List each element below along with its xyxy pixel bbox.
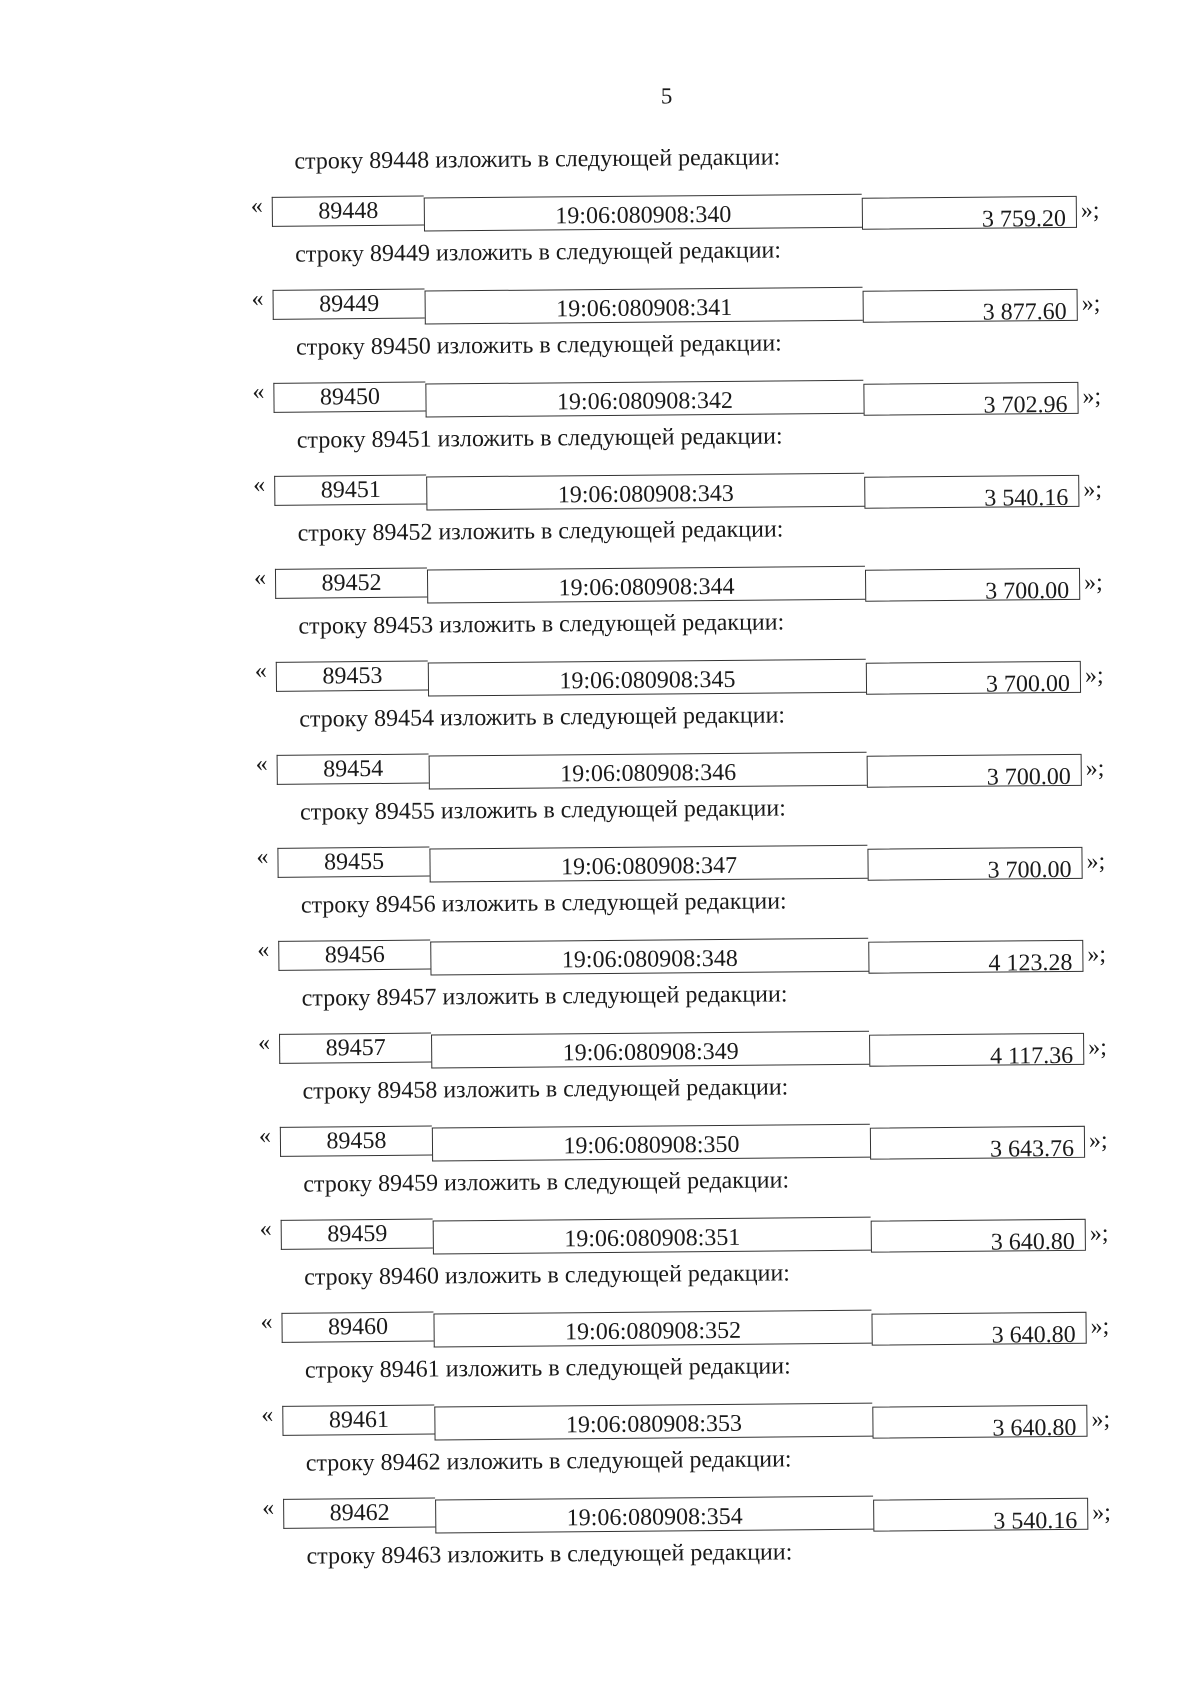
amendment-entry <box>7 792 1200 895</box>
amendment-entry <box>10 1164 1200 1267</box>
value-cell: 3 640.80 <box>871 1219 1086 1253</box>
open-quote: « <box>252 378 265 406</box>
cadastral-number-cell: 19:06:080908:345 <box>428 659 866 697</box>
open-quote: « <box>262 1494 275 1522</box>
amendment-instruction: строку 89458 изложить в следующей редакции: <box>302 1074 789 1105</box>
table-row <box>276 655 1081 700</box>
cadastral-number-cell: 19:06:080908:341 <box>425 287 863 325</box>
value-cell: 3 700.00 <box>867 754 1082 788</box>
row-number-cell: 89455 <box>277 847 429 878</box>
row-number-cell: 89448 <box>272 196 424 227</box>
value-cell: 3 643.76 <box>870 1126 1085 1160</box>
amendment-instruction: строку 89450 изложить в следующей редакции: <box>295 330 782 361</box>
value-cell: 3 540.16 <box>873 1498 1088 1532</box>
cadastral-number-cell: 19:06:080908:349 <box>431 1031 869 1069</box>
amendment-entry <box>1 141 1200 244</box>
table-row <box>277 748 1082 793</box>
cadastral-number-cell: 19:06:080908:350 <box>432 1124 870 1162</box>
table-row <box>273 376 1078 421</box>
table-row <box>281 1213 1086 1258</box>
close-quote: »; <box>1086 848 1106 875</box>
value-cell: 3 640.80 <box>871 1312 1086 1346</box>
amendment-entry-trailing <box>13 1536 1200 1639</box>
close-quote: »; <box>1087 941 1107 968</box>
open-quote: « <box>257 1029 271 1057</box>
value-cell: 3 702.96 <box>863 382 1078 416</box>
open-quote: « <box>253 564 267 592</box>
row-number-cell: 89457 <box>279 1033 431 1064</box>
open-quote: « <box>261 1401 274 1429</box>
cadastral-number-cell: 19:06:080908:351 <box>433 1217 871 1255</box>
amendment-instruction: строку 89461 изложить в следующей редакции: <box>304 1353 791 1384</box>
table-row <box>281 1306 1086 1351</box>
row-number-cell: 89450 <box>273 382 425 413</box>
amendment-entry <box>5 606 1200 709</box>
amendment-instruction: строку 89457 изложить в следующей редакции: <box>301 981 788 1012</box>
value-cell: 4 123.28 <box>868 940 1083 974</box>
cadastral-number-cell: 19:06:080908:353 <box>434 1403 872 1441</box>
open-quote: « <box>255 750 268 778</box>
amendment-instruction: строку 89448 изложить в следующей редакции: <box>294 144 781 175</box>
amendment-instruction: строку 89452 изложить в следующей редакции: <box>297 516 784 547</box>
open-quote: « <box>260 1308 273 1336</box>
amendment-entry <box>11 1257 1200 1360</box>
amendment-instruction: строку 89459 изложить в следующей редакции: <box>303 1167 790 1198</box>
value-cell: 3 640.80 <box>872 1405 1087 1439</box>
open-quote: « <box>253 471 266 499</box>
close-quote: »; <box>1081 290 1101 317</box>
value-cell: 3 700.00 <box>865 568 1080 602</box>
amendment-entry <box>4 420 1200 523</box>
page-number: 5 <box>660 83 673 109</box>
amendment-instruction: строку 89456 изложить в следующей редакции: <box>300 888 787 919</box>
open-quote: « <box>250 192 263 220</box>
open-quote: « <box>256 843 269 871</box>
value-cell: 3 700.00 <box>866 661 1081 695</box>
row-number-cell: 89451 <box>274 475 426 506</box>
amendment-entry <box>9 978 1200 1081</box>
value-cell: 3 759.20 <box>862 196 1077 230</box>
table-row <box>272 190 1077 235</box>
close-quote: »; <box>1084 662 1104 689</box>
table-row <box>280 1120 1085 1165</box>
amendment-entry <box>3 327 1200 430</box>
amendment-instruction: строку 89449 изложить в следующей редакции: <box>295 237 782 268</box>
row-number-cell: 89454 <box>277 754 429 785</box>
row-number-cell: 89462 <box>283 1497 435 1528</box>
value-cell: 4 117.36 <box>869 1033 1084 1067</box>
row-number-cell: 89453 <box>276 661 428 692</box>
cadastral-number-cell: 19:06:080908:348 <box>430 938 868 976</box>
cadastral-number-cell: 19:06:080908:340 <box>424 194 862 232</box>
row-number-cell: 89449 <box>273 289 425 320</box>
table-row <box>275 562 1080 607</box>
amendment-entry <box>5 513 1200 616</box>
amendment-instruction: строку 89453 изложить в следующей редакции: <box>298 609 785 640</box>
table-row <box>282 1399 1087 1444</box>
amendment-entry <box>6 699 1200 802</box>
close-quote: »; <box>1092 1499 1112 1526</box>
row-number-cell: 89458 <box>280 1126 432 1157</box>
cadastral-number-cell: 19:06:080908:352 <box>433 1310 871 1348</box>
amendment-entry <box>9 1071 1200 1174</box>
open-quote: « <box>257 936 270 964</box>
close-quote: »; <box>1080 197 1100 224</box>
open-quote: « <box>259 1215 272 1243</box>
close-quote: »; <box>1088 1127 1108 1154</box>
table-row <box>279 1027 1084 1072</box>
amendment-instruction: строку 89455 изложить в следующей редакции: <box>299 795 786 826</box>
amendment-instruction: строку 89462 изложить в следующей редакции: <box>305 1446 792 1477</box>
value-cell: 3 700.00 <box>867 847 1082 881</box>
amendment-entry <box>2 234 1200 337</box>
cadastral-number-cell: 19:06:080908:343 <box>426 473 864 511</box>
amendment-entry <box>13 1443 1200 1546</box>
close-quote: »; <box>1082 383 1102 410</box>
open-quote: « <box>258 1122 272 1150</box>
table-row <box>277 841 1082 886</box>
amendment-instruction: строку 89454 изложить в следующей редакции: <box>299 702 786 733</box>
close-quote: »; <box>1083 569 1103 596</box>
amendment-instruction: строку 89460 изложить в следующей редакции: <box>304 1260 791 1291</box>
close-quote: »; <box>1085 755 1105 782</box>
table-row <box>283 1492 1088 1537</box>
row-number-cell: 89456 <box>278 940 430 971</box>
row-number-cell: 89460 <box>281 1312 433 1343</box>
amendment-entry <box>12 1350 1200 1453</box>
close-quote: »; <box>1083 476 1103 503</box>
amendment-entry <box>8 885 1200 988</box>
open-quote: « <box>254 657 267 685</box>
open-quote: « <box>251 285 264 313</box>
cadastral-number-cell: 19:06:080908:346 <box>429 752 867 790</box>
close-quote: »; <box>1091 1406 1111 1433</box>
table-row <box>273 283 1078 328</box>
cadastral-number-cell: 19:06:080908:344 <box>427 566 865 604</box>
close-quote: »; <box>1090 1313 1110 1340</box>
amendment-instruction: строку 89463 изложить в следующей редакции: <box>306 1539 793 1570</box>
value-cell: 3 540.16 <box>864 475 1079 509</box>
cadastral-number-cell: 19:06:080908:342 <box>425 380 863 418</box>
amendment-instruction: строку 89451 изложить в следующей редакции: <box>296 423 783 454</box>
table-row <box>274 469 1079 514</box>
row-number-cell: 89452 <box>275 568 427 599</box>
close-quote: »; <box>1088 1034 1107 1061</box>
cadastral-number-cell: 19:06:080908:354 <box>435 1496 873 1534</box>
value-cell: 3 877.60 <box>863 289 1078 323</box>
row-number-cell: 89461 <box>282 1404 434 1435</box>
table-row <box>278 934 1083 979</box>
cadastral-number-cell: 19:06:080908:347 <box>429 845 867 883</box>
close-quote: »; <box>1089 1220 1109 1247</box>
row-number-cell: 89459 <box>281 1219 433 1250</box>
